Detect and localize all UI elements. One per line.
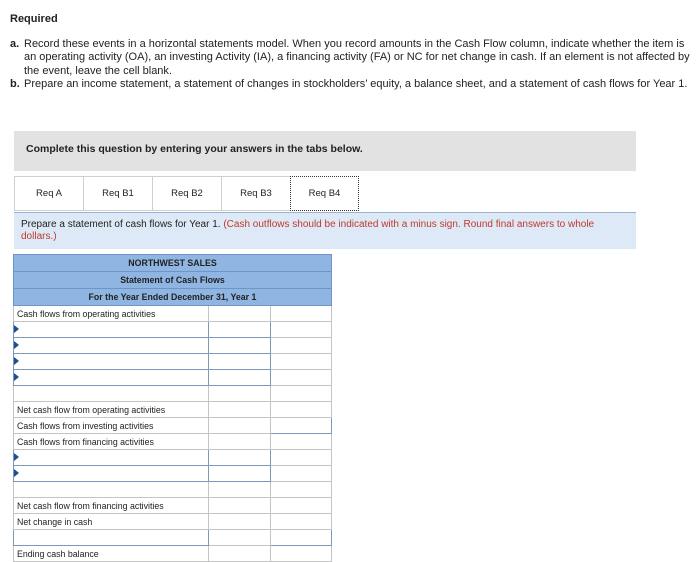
operating-item-3-amount[interactable] xyxy=(209,354,271,370)
tab-req-b3[interactable]: Req B3 xyxy=(221,176,290,211)
table-row xyxy=(14,338,332,354)
tab-req-b4[interactable]: Req B4 xyxy=(290,176,359,211)
company-name: NORTHWEST SALES xyxy=(14,255,332,272)
net-financing-label: Net cash flow from financing activities xyxy=(14,498,209,514)
investing-label: Cash flows from investing activities xyxy=(14,418,209,434)
statement-title: Statement of Cash Flows xyxy=(14,272,332,289)
beginning-balance-amount[interactable] xyxy=(271,530,332,546)
instruction-b xyxy=(10,78,694,91)
financing-label: Cash flows from financing activities xyxy=(14,434,209,450)
tab-bar xyxy=(14,176,359,212)
table-row xyxy=(14,530,332,546)
operating-item-2-amount[interactable] xyxy=(209,338,271,354)
table-row xyxy=(14,354,332,370)
table-row xyxy=(14,514,332,530)
table-row xyxy=(14,450,332,466)
instruction-a-text: Record these events in a horizontal statements model. When you record amounts in the Cash Flow column, indicate whether the item is an operating activity (OA), an investing Activity (IA), a financing activity (FA) or NC for net change in cash. If an element is not affected by the event, leave the cell blank. xyxy=(24,38,690,77)
table-row xyxy=(14,466,332,482)
financing-item-2-select[interactable] xyxy=(14,466,209,482)
prompt-main: Prepare a statement of cash flows for Year 1. xyxy=(21,219,221,230)
instruction-a xyxy=(10,38,694,78)
operating-item-4-amount[interactable] xyxy=(209,370,271,386)
financing-item-2-amount[interactable] xyxy=(209,466,271,482)
operating-label: Cash flows from operating activities xyxy=(14,306,209,322)
table-row xyxy=(14,322,332,338)
table-row xyxy=(14,370,332,386)
table-row xyxy=(14,418,332,434)
operating-item-3-select[interactable] xyxy=(14,354,209,370)
operating-item-1-amount[interactable] xyxy=(209,322,271,338)
ending-balance-label: Ending cash balance xyxy=(14,546,209,562)
financing-item-1-select[interactable] xyxy=(14,450,209,466)
operating-item-1-select[interactable] xyxy=(14,322,209,338)
statement-period: For the Year Ended December 31, Year 1 xyxy=(14,289,332,306)
net-operating-label: Net cash flow from operating activities xyxy=(14,402,209,418)
investing-amount-input[interactable] xyxy=(271,418,332,434)
net-change-label: Net change in cash xyxy=(14,514,209,530)
tab-req-a[interactable]: Req A xyxy=(14,176,83,211)
table-row xyxy=(14,434,332,450)
table-row xyxy=(14,482,332,498)
table-row xyxy=(14,546,332,562)
instruction-b-label: b. xyxy=(10,77,20,90)
required-heading: Required xyxy=(10,13,58,25)
operating-item-2-select[interactable] xyxy=(14,338,209,354)
beginning-balance-select[interactable] xyxy=(14,530,209,546)
cash-flow-statement xyxy=(13,254,332,562)
instruction-b-text: Prepare an income statement, a statement of changes in stockholders’ equity, a balance sheet, and a statement of cash flows for Year 1. xyxy=(24,77,688,90)
prompt-note: (Cash outflows should be indicated with a minus sign. Round final answers to whole dollars.) xyxy=(21,219,595,242)
tab-req-b1[interactable]: Req B1 xyxy=(83,176,152,211)
table-row xyxy=(14,498,332,514)
tab-req-b2[interactable]: Req B2 xyxy=(152,176,221,211)
question-prompt xyxy=(14,212,636,249)
financing-item-1-amount[interactable] xyxy=(209,450,271,466)
table-row xyxy=(14,402,332,418)
tabs-banner: Complete this question by entering your answers in the tabs below. xyxy=(14,131,636,171)
table-row xyxy=(14,306,332,322)
operating-item-4-select[interactable] xyxy=(14,370,209,386)
table-row xyxy=(14,386,332,402)
instruction-a-label: a. xyxy=(10,38,20,50)
instructions xyxy=(10,38,694,91)
